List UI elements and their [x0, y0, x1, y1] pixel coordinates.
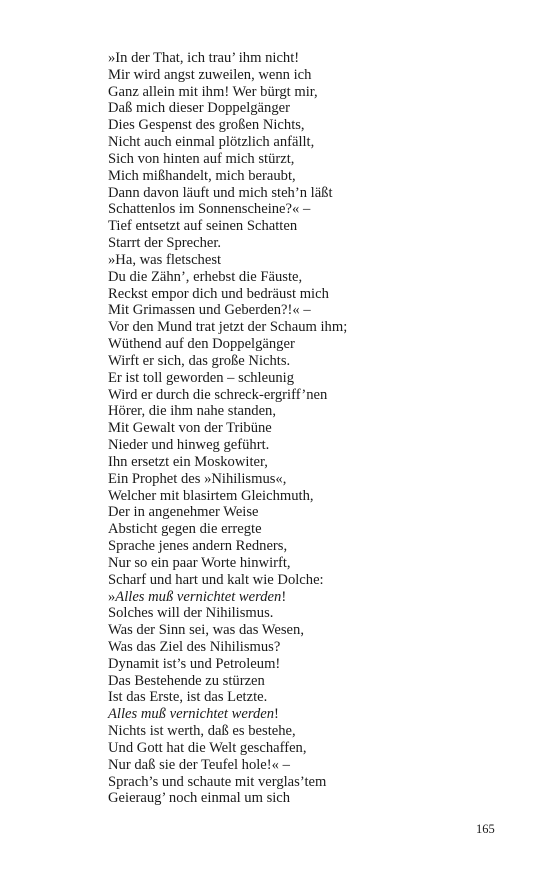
- verse-line: Mit Grimassen und Geberden?!« –: [108, 302, 311, 319]
- verse-line: Wirft er sich, das große Nichts.: [108, 352, 291, 369]
- verse-line: Starrt der Sprecher.: [108, 235, 222, 252]
- verse-line: Dann davon läuft und mich steh’n läßt: [108, 184, 333, 201]
- verse-line: Welcher mit blasirtem Gleichmuth,: [108, 487, 314, 504]
- verse-line: Nicht auch einmal plötzlich anfällt,: [108, 134, 315, 151]
- verse-line: [108, 706, 528, 723]
- verse-line: Der in angenehmer Weise: [108, 504, 259, 521]
- verse-line: Geieraug’ noch einmal um sich: [108, 790, 291, 807]
- verse-line: Und Gott hat die Welt geschaffen,: [108, 739, 307, 756]
- verse-line: Mir wird angst zuweilen, wenn ich: [108, 66, 312, 83]
- verse-line: Hörer, die ihm nahe standen,: [108, 403, 276, 420]
- verse-line: Scharf und hart und kalt wie Dolche:: [108, 571, 324, 588]
- verse-line: [108, 589, 528, 606]
- verse-line: Nur daß sie der Teufel hole!« –: [108, 756, 290, 773]
- verse-line: Wird er durch die schreck-ergriff’nen: [108, 386, 328, 403]
- verse-line: Nichts ist werth, daß es bestehe,: [108, 723, 296, 740]
- verse-line: Schattenlos im Sonnenscheine?« –: [108, 201, 311, 218]
- verse-line: Absticht gegen die erregte: [108, 521, 262, 538]
- verse-line: Ein Prophet des »Nihilismus«,: [108, 470, 287, 487]
- verse-line-suffix: !: [281, 588, 287, 605]
- verse-line: Ganz allein mit ihm! Wer bürgt mir,: [108, 83, 318, 100]
- verse-line: Vor den Mund trat jetzt der Schaum ihm;: [108, 319, 348, 336]
- verse-line: Ist das Erste, ist das Letzte.: [108, 689, 268, 706]
- verse-line: Tief entsetzt auf seinen Schatten: [108, 218, 298, 235]
- verse-line: Ihn ersetzt ein Moskowiter,: [108, 453, 268, 470]
- verse-line: Das Bestehende zu stürzen: [108, 672, 265, 689]
- verse-line: Solches will der Nihilismus.: [108, 605, 274, 622]
- verse-line: Mit Gewalt von der Tribüne: [108, 420, 272, 437]
- verse-line: Er ist toll geworden – schleunig: [108, 369, 295, 386]
- verse-line: Was das Ziel des Nihilismus?: [108, 638, 281, 655]
- verse-line: Du die Zähn’, erhebst die Fäuste,: [108, 268, 303, 285]
- verse-line: Sprache jenes andern Redners,: [108, 538, 288, 555]
- verse-line: Nur so ein paar Worte hinwirft,: [108, 554, 291, 571]
- verse-line-prefix: »: [108, 588, 116, 605]
- verse-line: Sprach’s und schaute mit verglas’tem: [108, 773, 327, 790]
- verse-line-suffix: !: [274, 706, 279, 723]
- verse-line: Nieder und hinweg geführt.: [108, 437, 270, 454]
- poem-verse: [108, 50, 528, 807]
- verse-line: »Ha, was fletschest: [108, 251, 222, 268]
- verse-line: Was der Sinn sei, was das Wesen,: [108, 622, 304, 639]
- verse-line: Daß mich dieser Doppelgänger: [108, 100, 290, 117]
- verse-line-emphasis: Alles muß vernichtet werden: [115, 588, 282, 605]
- verse-line: Dies Gespenst des großen Nichts,: [108, 117, 305, 134]
- verse-line: Dynamit ist’s und Petroleum!: [108, 655, 281, 672]
- verse-line-emphasis: Alles muß vernichtet werden: [108, 706, 275, 723]
- verse-line: Wüthend auf den Doppelgänger: [108, 336, 295, 353]
- verse-line: Mich mißhandelt, mich beraubt,: [108, 167, 296, 184]
- verse-line: Sich von hinten auf mich stürzt,: [108, 150, 295, 167]
- verse-line: Reckst empor dich und bedräust mich: [108, 285, 329, 302]
- verse-line: »In der That, ich trau’ ihm nicht!: [108, 50, 300, 66]
- page-number: 165: [476, 822, 495, 836]
